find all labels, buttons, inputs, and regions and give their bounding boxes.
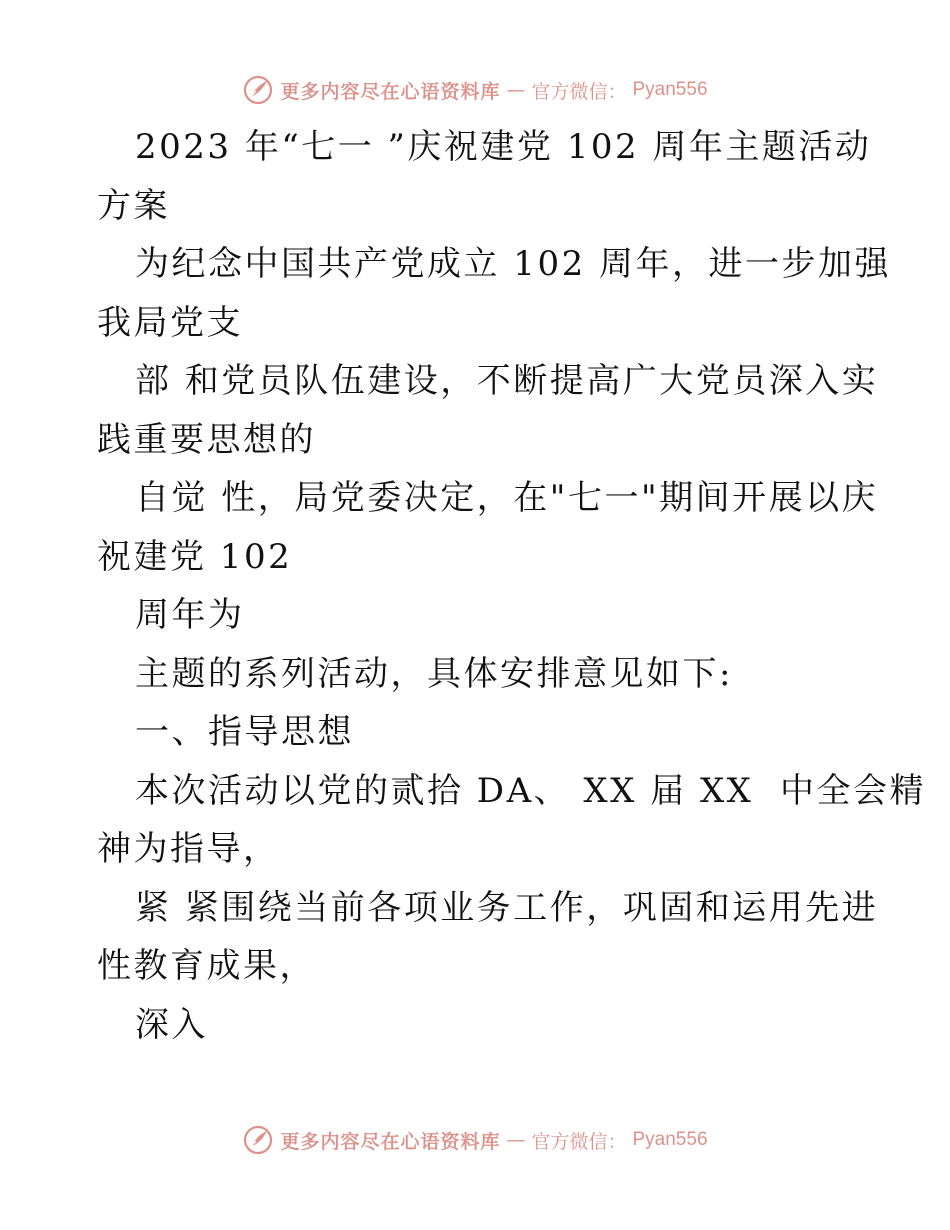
- watermark-wechat-label: 官方微信：: [531, 80, 627, 103]
- watermark-wechat-id: Pyan556: [632, 79, 708, 100]
- watermark-separator: —: [506, 1129, 526, 1151]
- body-line: 部 和党员队伍建设，不断提高广大党员深入实: [135, 361, 879, 401]
- body-line: 本次活动以党的贰拾 DA、 XX 届 XX 中全会精: [135, 770, 926, 811]
- body-line: 主题的系列活动，具体安排意见如下:: [135, 653, 733, 694]
- body-line: 神为指导，: [97, 829, 280, 869]
- body-line: 紧 紧围绕当前各项业务工作，巩固和运用先进: [135, 887, 879, 928]
- watermark-wechat-label: 官方微信：: [531, 1130, 627, 1153]
- feather-pen-seal-icon: [242, 74, 274, 106]
- body-line: 周年为: [135, 595, 245, 635]
- header-watermark: [0, 70, 950, 110]
- watermark-separator: —: [506, 79, 526, 101]
- body-line: 祝建党 102: [97, 536, 293, 577]
- body-line: 深入: [135, 1004, 208, 1045]
- body-line: 我局党支: [97, 302, 243, 343]
- watermark-wechat-id: Pyan556: [632, 1129, 708, 1150]
- body-line: 践重要思想的: [97, 419, 316, 460]
- body-line: 为纪念中国共产党成立 102 周年，进一步加强: [135, 244, 892, 284]
- body-line: 性教育成果，: [97, 946, 316, 986]
- feather-pen-seal-icon: [242, 1124, 274, 1156]
- footer-watermark: [0, 1120, 950, 1160]
- watermark-site-text: 更多内容尽在心语资料库: [280, 80, 501, 103]
- document-body: [97, 118, 926, 1054]
- body-line: 2023 年“七一 ”庆祝建党 102 周年主题活动: [135, 127, 872, 167]
- body-line: 自觉 性，局党委决定，在"七一"期间开展以庆: [135, 478, 879, 518]
- watermark-site-text: 更多内容尽在心语资料库: [280, 1130, 501, 1153]
- section-heading: 一、指导思想: [135, 712, 354, 752]
- body-line: 方案: [97, 185, 170, 226]
